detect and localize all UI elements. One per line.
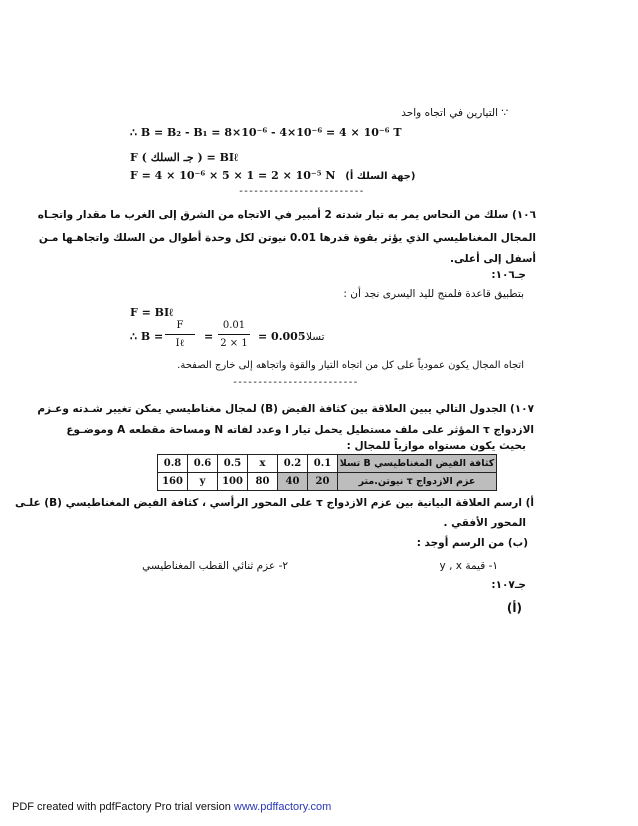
table-header-torque: عزم الازدواج τ نيوتن.متر <box>338 473 497 491</box>
table-row-torque <box>158 473 497 491</box>
question-106-line-2: المجال المغناطيسي الذي يؤثر بقوة قدرها 0.01 نيوتن لكل وحدة أطوال من السلك واتجاهـها مـن <box>38 232 536 244</box>
answer-106-direction: اتجاه المجال يكون عمودياً على كل من اتجاه التيار والقوة واتجاهه إلى خارج الصفحة. <box>177 360 524 371</box>
question-107-part-a-line-1: أ) ارسم العلاقة البيانية بين عزم الازدواج τ على المحور الرأسي ، كثافة الفيض المغناطيسي (B) علـى <box>14 497 534 509</box>
answer-107-part-a: (أ) <box>506 601 522 615</box>
fraction-1-line <box>165 334 195 335</box>
force-value-text: F = 4 × 10⁻⁶ × 5 × 1 = 2 × 10⁻⁵ N <box>130 169 336 182</box>
equation-force-definition <box>130 151 238 164</box>
equation-b-difference: ∴ B = B₂ - B₁ = 8×10⁻⁶ - 4×10⁻⁶ = 4 × 10⁻⁶ T <box>130 126 402 139</box>
footer-link[interactable]: www.pdffactory.com <box>233 801 332 813</box>
question-107-part-b: (ب) من الرسم أوجد : <box>416 537 528 549</box>
question-107-part-b-1: ١- قيمة y , x <box>439 560 498 572</box>
question-107-line-1: ١٠٧) الجدول التالي يبين العلاقة بين كثافة الفيض (B) لمجال مغناطيسي يمكن تغيير شـدته وعـزم <box>37 403 534 415</box>
equation-force-formula: F = BIℓ <box>130 306 174 319</box>
table-cell: 100 <box>218 473 248 491</box>
equation-b-prefix: ∴ B = <box>130 330 164 343</box>
separator-2: ------------------------- <box>232 377 358 388</box>
fraction-1-numerator: F <box>176 320 184 331</box>
table-cell: 0.1 <box>308 455 338 473</box>
table-cell: 40 <box>278 473 308 491</box>
table-row-b <box>158 455 497 473</box>
table-cell: 80 <box>248 473 278 491</box>
table-cell: y <box>188 473 218 491</box>
unit-tesla: تسلا <box>306 331 325 343</box>
table-header-b: كثافة الفيض المغناطيسي B تسلا <box>338 455 497 473</box>
answer-106-label: جـ١٠٦: <box>491 269 526 281</box>
equation-force-value <box>130 169 415 182</box>
table-cell: 0.5 <box>218 455 248 473</box>
fraction-2-denominator: 2 × 1 <box>220 338 248 349</box>
question-106-line-3: أسفل إلى أعلى. <box>450 253 536 265</box>
equals-sign: = <box>204 330 214 343</box>
question-107-part-b-2: ٢- عزم ثنائي القطب المغناطيسي <box>142 560 288 572</box>
table-cell: x <box>248 455 278 473</box>
table-cell: 0.6 <box>188 455 218 473</box>
question-107-part-a-line-2: المحور الأفقي . <box>443 517 526 529</box>
fraction-2-numerator: 0.01 <box>222 320 246 331</box>
fraction-2-line <box>218 334 250 335</box>
table-cell: 20 <box>308 473 338 491</box>
pdf-footer <box>12 801 331 813</box>
force-definition-text: F ( جـ السلك ) = BIℓ <box>130 151 239 164</box>
question-107-line-2: الازدواج τ المؤثر على ملف مستطيل يحمل تيار I وعدد لفاته N ومساحة مقطعه A وموضـوع <box>66 424 534 436</box>
answer-106-rule: بتطبيق قاعدة فلمنج لليد اليسرى نجد أن : <box>343 288 524 300</box>
question-106-line-1: ١٠٦) سلك من النحاس يمر به تيار شدته 2 أمبير في الاتجاه من الشرق إلى الغرب ما مقدار واتجـاه <box>37 209 536 221</box>
table-cell: 0.2 <box>278 455 308 473</box>
equation-b-result: = 0.005 <box>258 330 306 343</box>
fraction-1-denominator: Iℓ <box>175 338 185 349</box>
data-table <box>157 454 497 491</box>
parallel-currents-line: ∵ التيارين في اتجاه واحد <box>401 107 508 119</box>
separator-1: ------------------------- <box>238 186 364 197</box>
question-107-line-3: بحيث يكون مستواه موازياً للمجال : <box>346 440 526 452</box>
table-cell: 160 <box>158 473 188 491</box>
answer-107-label: جـ١٠٧: <box>491 579 526 591</box>
table-cell: 0.8 <box>158 455 188 473</box>
footer-text: PDF created with pdfFactory Pro trial version <box>12 801 231 813</box>
force-direction-note: (جهة السلك أ) <box>345 171 416 182</box>
